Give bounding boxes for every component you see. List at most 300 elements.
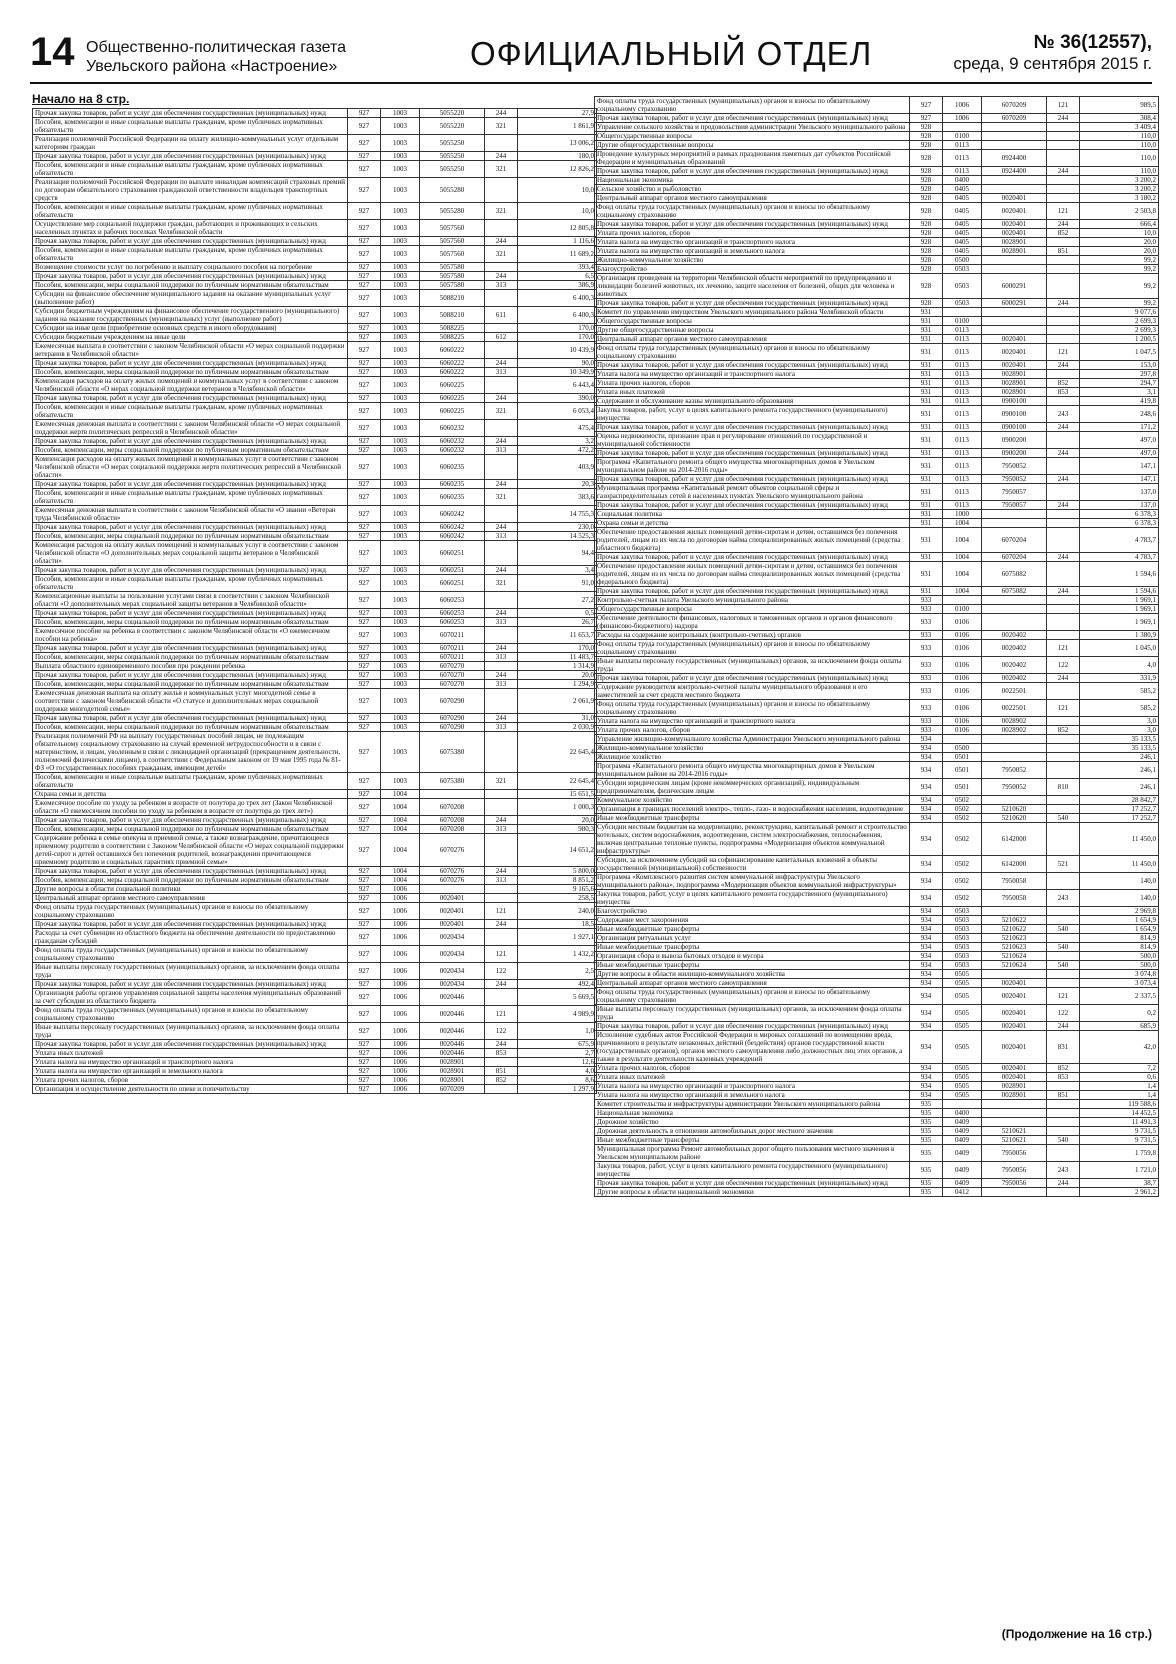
row-dept-code: 927	[348, 333, 381, 342]
row-section-code: 1004	[943, 528, 982, 553]
row-expense-type	[1047, 185, 1080, 194]
row-expense-type: 313	[485, 281, 518, 290]
row-dept-code: 927	[348, 178, 381, 203]
row-target-code: 0020401	[982, 1022, 1047, 1031]
row-dept-code: 927	[910, 114, 943, 123]
row-expense-type	[485, 592, 518, 609]
row-section-code: 0502	[943, 890, 982, 907]
table-row	[33, 359, 597, 368]
row-amount: 2 030,9	[518, 723, 597, 732]
row-dept-code: 927	[348, 307, 381, 324]
row-expense-type	[1047, 141, 1080, 150]
row-section-code: 1003	[381, 455, 420, 480]
row-amount: 110,0	[1080, 167, 1159, 176]
table-row	[33, 109, 597, 118]
row-dept-code: 927	[348, 1049, 381, 1058]
budget-table-right	[594, 96, 1159, 1197]
row-expense-type	[1047, 762, 1080, 779]
row-section-code: 1003	[381, 732, 420, 773]
row-amount: 393,4	[518, 263, 597, 272]
row-expense-type: 521	[1047, 856, 1080, 873]
row-dept-code: 931	[910, 432, 943, 449]
table-row	[33, 480, 597, 489]
row-target-code: 0900100	[982, 397, 1047, 406]
row-section-code: 1006	[943, 114, 982, 123]
row-dept-code: 927	[348, 1006, 381, 1023]
row-section-code: 0503	[943, 925, 982, 934]
row-dept-code: 933	[910, 657, 943, 674]
row-expense-type: 121	[485, 903, 518, 920]
row-expense-type: 321	[485, 489, 518, 506]
row-amount: 2,5	[518, 963, 597, 980]
row-section-code: 0409	[943, 1179, 982, 1188]
table-row	[595, 762, 1159, 779]
table-row	[33, 566, 597, 575]
row-dept-code: 933	[910, 614, 943, 631]
row-description: Прочая закупка товаров, работ и услуг для обеспечения государственных (муниципальных) нужд	[33, 867, 348, 876]
row-target-code: 7950057	[982, 484, 1047, 501]
table-row	[595, 397, 1159, 406]
row-target-code: 0020401	[982, 1073, 1047, 1082]
table-row	[33, 420, 597, 437]
row-description: Иные выплаты персоналу государственных (муниципальных) органов, за исключением фонда оплаты труда	[595, 657, 910, 674]
row-amount: 1 594,6	[1080, 587, 1159, 596]
row-amount: 0,6	[1080, 1073, 1159, 1082]
table-row	[595, 335, 1159, 344]
row-description: Реализация полномочий Российской Федерации по выплате инвалидам компенсаций страховых премий по договорам обязательного страхования гражданской ответственности владельцев транспортных средств	[33, 178, 348, 203]
row-amount: 137,0	[1080, 501, 1159, 510]
row-dept-code: 927	[348, 644, 381, 653]
row-target-code: 0020401	[982, 361, 1047, 370]
row-description: Муниципальная программа «Капитальный ремонт объектов социальной сферы и газораспределительных сетей в населенных пунктах Увельского муниципального района	[595, 484, 910, 501]
table-row	[33, 627, 597, 644]
row-target-code: 5057560	[420, 237, 485, 246]
table-row	[595, 167, 1159, 176]
row-expense-type: 244	[1047, 114, 1080, 123]
row-expense-type	[1047, 528, 1080, 553]
table-row	[33, 532, 597, 541]
row-amount: 14 525,3	[518, 532, 597, 541]
row-target-code	[982, 1118, 1047, 1127]
row-amount: 10 349,9	[518, 368, 597, 377]
row-expense-type: 313	[485, 618, 518, 627]
row-amount: 2,7	[518, 1049, 597, 1058]
row-description: Другие вопросы в области социальной политики	[33, 885, 348, 894]
row-expense-type: 244	[485, 714, 518, 723]
row-description: Другие общегосударственные вопросы	[595, 141, 910, 150]
row-description: Компенсация расходов на оплату жилых помещений и коммунальных услуг в соответствии с законом Челябинской области «О мерах социальной поддержки ветеранов в Челябинской области»	[33, 377, 348, 394]
row-expense-type: 612	[485, 333, 518, 342]
row-description: Прочая закупка товаров, работ и услуг для обеспечения государственных (муниципальных) нужд	[33, 109, 348, 118]
row-expense-type	[1047, 484, 1080, 501]
row-section-code: 0113	[943, 432, 982, 449]
row-section-code: 0505	[943, 970, 982, 979]
row-dept-code: 927	[348, 689, 381, 714]
row-expense-type: 244	[485, 566, 518, 575]
row-description: Благоустройство	[595, 907, 910, 916]
row-dept-code: 931	[910, 308, 943, 317]
row-target-code: 7950052	[982, 762, 1047, 779]
table-row	[33, 342, 597, 359]
row-amount: 675,9	[518, 1040, 597, 1049]
row-expense-type	[1047, 605, 1080, 614]
left-column	[32, 108, 594, 1094]
row-target-code: 0020401	[982, 194, 1047, 203]
table-row	[595, 361, 1159, 370]
row-amount: 230,0	[518, 523, 597, 532]
row-amount: 3,0	[1080, 726, 1159, 735]
row-target-code: 0020401	[982, 1005, 1047, 1022]
row-expense-type	[1047, 631, 1080, 640]
row-section-code: 0113	[943, 397, 982, 406]
row-description: Пособия, компенсации, меры социальной поддержки по публичным нормативным обязательствам	[33, 618, 348, 627]
table-row	[33, 1023, 597, 1040]
row-description: Закупка товаров, работ, услуг в целях капитального ремонта государственного (муниципального) имущества	[595, 406, 910, 423]
row-description: Пособия, компенсации, меры социальной поддержки по публичным нормативным обязательствам	[33, 446, 348, 455]
row-section-code	[943, 735, 982, 744]
table-row	[595, 344, 1159, 361]
row-description: Уплата прочих налогов, сборов	[595, 379, 910, 388]
row-section-code: 1003	[381, 680, 420, 689]
row-dept-code: 928	[910, 123, 943, 132]
row-description: Прочая закупка товаров, работ и услуг для обеспечения государственных (муниципальных) нужд	[33, 394, 348, 403]
row-expense-type	[1047, 176, 1080, 185]
row-dept-code: 927	[348, 489, 381, 506]
row-amount: 5 800,0	[518, 867, 597, 876]
table-row	[595, 961, 1159, 970]
row-target-code	[982, 519, 1047, 528]
row-section-code: 1003	[381, 403, 420, 420]
row-target-code	[982, 796, 1047, 805]
row-section-code: 0106	[943, 614, 982, 631]
row-description: Центральный аппарат органов местного самоуправления	[595, 194, 910, 203]
row-dept-code: 931	[910, 423, 943, 432]
issue-info	[953, 32, 1152, 74]
row-amount: 4,0	[518, 1067, 597, 1076]
row-section-code: 0505	[943, 1082, 982, 1091]
row-amount: 5 669,5	[518, 989, 597, 1006]
row-dept-code: 927	[348, 920, 381, 929]
row-dept-code: 934	[910, 925, 943, 934]
row-dept-code: 928	[910, 141, 943, 150]
row-section-code	[943, 123, 982, 132]
row-section-code: 0405	[943, 247, 982, 256]
row-expense-type	[1047, 952, 1080, 961]
row-target-code: 7950052	[982, 458, 1047, 475]
row-target-code: 0020434	[420, 946, 485, 963]
row-description: Прочая закупка товаров, работ и услуг для обеспечения государственных (муниципальных) нужд	[595, 1179, 910, 1188]
row-target-code: 0924400	[982, 167, 1047, 176]
row-description: Прочая закупка товаров, работ и услуг для обеспечения государственных (муниципальных) нужд	[33, 920, 348, 929]
row-description: Прочая закупка товаров, работ и услуг для обеспечения государственных (муниципальных) нужд	[33, 237, 348, 246]
row-section-code: 0113	[943, 379, 982, 388]
row-expense-type	[485, 506, 518, 523]
row-description: Содержание мест захоронения	[595, 916, 910, 925]
row-expense-type	[1047, 717, 1080, 726]
row-dept-code: 931	[910, 587, 943, 596]
row-expense-type: 244	[485, 394, 518, 403]
row-description: Субсидии местным бюджетам на модернизацию, реконструкцию, капитальный ремонт и строительство котельных, систем водоснабжения, водоотведения, систем электроснабжения, теплоснабжения, включая центральные тепловые пункты, подпрограмма «Модернизация объектов коммунальной инфраструктуры»	[595, 823, 910, 856]
row-amount: 0,2	[1080, 1005, 1159, 1022]
row-dept-code: 931	[910, 388, 943, 397]
row-section-code: 0405	[943, 185, 982, 194]
row-amount: 500,0	[1080, 952, 1159, 961]
table-row	[33, 1058, 597, 1067]
row-amount: 1 314,9	[518, 662, 597, 671]
row-dept-code: 927	[348, 575, 381, 592]
row-description: Общегосударственные вопросы	[595, 132, 910, 141]
row-dept-code: 927	[348, 592, 381, 609]
row-amount: 294,7	[1080, 379, 1159, 388]
row-description: Общегосударственные вопросы	[595, 605, 910, 614]
row-section-code: 1003	[381, 178, 420, 203]
row-description: Контрольно-счетная палата Увельского муниципального района	[595, 596, 910, 605]
table-row	[33, 816, 597, 825]
row-section-code: 1003	[381, 333, 420, 342]
row-description: Исполнение судебных актов Российской Федерации и мировых соглашений по возмещению вреда, причиненного в результате незаконных действий (бездействия) органов государственной власти (государственных органов), органов местного самоуправления либо должностных лиц этих органов, а также в результате деятельности казенных учреждений	[595, 1031, 910, 1064]
row-amount: 1 047,5	[1080, 344, 1159, 361]
table-row	[33, 1049, 597, 1058]
row-target-code: 5055220	[420, 109, 485, 118]
row-amount: 497,0	[1080, 449, 1159, 458]
row-target-code: 6060232	[420, 420, 485, 437]
row-description: Субсидии бюджетным учреждениям на финансовое обеспечение государственного (муниципального) задания на оказание государственных (муниципальных) услуг (выполнение работ)	[33, 307, 348, 324]
row-dept-code: 934	[910, 1073, 943, 1082]
row-amount: 38,7	[1080, 1179, 1159, 1188]
row-target-code: 6060253	[420, 592, 485, 609]
row-description: Жилищно-коммунальное хозяйство	[595, 256, 910, 265]
row-expense-type: 121	[1047, 988, 1080, 1005]
row-section-code: 1003	[381, 307, 420, 324]
row-description: Субсидии на иные цели (приобретение основных средств и иного оборудования)	[33, 324, 348, 333]
issue-date: среда, 9 сентября 2015 г.	[953, 54, 1152, 73]
row-target-code: 0022501	[982, 700, 1047, 717]
row-target-code: 6070290	[420, 714, 485, 723]
table-row	[33, 178, 597, 203]
row-amount: 390,0	[518, 394, 597, 403]
row-amount: 1 759,8	[1080, 1145, 1159, 1162]
row-target-code: 6070211	[420, 627, 485, 644]
row-target-code: 7950056	[982, 1162, 1047, 1179]
row-description: Обеспечение предоставления жилых помещений детям-сиротам и детям, оставшимся без попечения родителей, лицам из их числа по договорам найма специализированных жилых помещений (средства федерального бюджета)	[595, 562, 910, 587]
row-amount: 308,4	[1080, 114, 1159, 123]
row-expense-type	[485, 689, 518, 714]
row-expense-type: 122	[1047, 657, 1080, 674]
table-row	[33, 1067, 597, 1076]
row-target-code: 6070270	[420, 671, 485, 680]
row-target-code: 5055280	[420, 203, 485, 220]
table-row	[595, 185, 1159, 194]
row-target-code: 5057560	[420, 246, 485, 263]
row-target-code: 0020401	[982, 220, 1047, 229]
row-target-code	[982, 185, 1047, 194]
table-row	[595, 873, 1159, 890]
row-expense-type	[1047, 735, 1080, 744]
row-target-code	[982, 256, 1047, 265]
row-dept-code: 931	[910, 484, 943, 501]
row-description: Иные выплаты персоналу государственных (муниципальных) органов, за исключением фонда оплаты труда	[33, 963, 348, 980]
row-description: Обеспечение деятельности финансовых, налоговых и таможенных органов и органов финансового (финансово-бюджетного) надзора	[595, 614, 910, 631]
row-expense-type	[1047, 1188, 1080, 1197]
table-row	[33, 523, 597, 532]
row-section-code: 1003	[381, 523, 420, 532]
row-description: Фонд оплаты труда государственных (муниципальных) органов и взносы по обязательному социальному страхованию	[595, 988, 910, 1005]
row-description: Прочая закупка товаров, работ и услуг для обеспечения государственных (муниципальных) нужд	[33, 1040, 348, 1049]
table-row	[595, 596, 1159, 605]
row-expense-type: 852	[485, 1076, 518, 1085]
row-expense-type: 244	[485, 867, 518, 876]
row-target-code	[982, 970, 1047, 979]
row-description: Прочая закупка товаров, работ и услуг для обеспечения государственных (муниципальных) нужд	[33, 980, 348, 989]
row-dept-code: 933	[910, 726, 943, 735]
row-expense-type	[1047, 519, 1080, 528]
row-section-code: 1006	[381, 894, 420, 903]
row-dept-code: 928	[910, 176, 943, 185]
row-description: Национальная экономика	[595, 1109, 910, 1118]
row-expense-type	[485, 894, 518, 903]
row-description: Уплата налога на имущество организаций и земельного налога	[33, 1067, 348, 1076]
row-section-code: 1003	[381, 377, 420, 394]
row-target-code: 5055250	[420, 135, 485, 152]
row-section-code: 1003	[381, 489, 420, 506]
row-expense-type: 243	[1047, 890, 1080, 907]
row-description: Субсидии бюджетным учреждениям на иные цели	[33, 333, 348, 342]
table-row	[33, 377, 597, 394]
row-description: Прочая закупка товаров, работ и услуг для обеспечения государственных (муниципальных) нужд	[33, 437, 348, 446]
row-expense-type: 810	[1047, 779, 1080, 796]
row-description: Организация сбора и вывоза бытовых отходов и мусора	[595, 952, 910, 961]
table-row	[595, 744, 1159, 753]
row-target-code: 0020446	[420, 1040, 485, 1049]
row-description: Коммунальное хозяйство	[595, 796, 910, 805]
row-description: Прочая закупка товаров, работ и услуг для обеспечения государственных (муниципальных) нужд	[33, 816, 348, 825]
table-row	[33, 541, 597, 566]
table-row	[33, 1076, 597, 1085]
row-description: Иные межбюджетные трансферты	[595, 961, 910, 970]
row-expense-type: 313	[485, 446, 518, 455]
row-section-code: 1004	[381, 816, 420, 825]
row-target-code	[982, 308, 1047, 317]
row-amount: 666,4	[1080, 220, 1159, 229]
row-dept-code: 927	[348, 834, 381, 867]
row-expense-type: 244	[485, 980, 518, 989]
row-dept-code: 933	[910, 631, 943, 640]
row-expense-type: 243	[1047, 406, 1080, 423]
table-row	[595, 934, 1159, 943]
row-amount: 28 842,7	[1080, 796, 1159, 805]
row-description: Оценка недвижимости, признание прав и регулирование отношений по государственной и муниципальной собственности	[595, 432, 910, 449]
row-expense-type: 321	[485, 773, 518, 790]
row-dept-code: 927	[348, 714, 381, 723]
row-expense-type	[485, 929, 518, 946]
row-description: Ежемесячная денежная выплата в соответствии с законом Челябинской области «О мерах социальной поддержки жертв политических репрессий в Челябинской области»	[33, 420, 348, 437]
row-target-code: 7950056	[982, 1179, 1047, 1188]
table-row	[33, 963, 597, 980]
row-section-code: 1003	[381, 437, 420, 446]
table-row	[595, 1162, 1159, 1179]
table-row	[595, 814, 1159, 823]
row-target-code: 0020401	[420, 903, 485, 920]
table-row	[595, 605, 1159, 614]
row-expense-type: 244	[1047, 674, 1080, 683]
row-target-code	[982, 1188, 1047, 1197]
row-dept-code: 931	[910, 501, 943, 510]
row-target-code: 5088210	[420, 307, 485, 324]
row-dept-code: 927	[348, 203, 381, 220]
row-section-code: 0505	[943, 988, 982, 1005]
row-expense-type	[485, 790, 518, 799]
row-section-code: 1003	[381, 773, 420, 790]
row-dept-code: 927	[348, 825, 381, 834]
row-dept-code: 927	[348, 885, 381, 894]
row-dept-code: 927	[348, 1058, 381, 1067]
row-dept-code: 928	[910, 256, 943, 265]
table-row	[33, 680, 597, 689]
row-section-code: 0106	[943, 683, 982, 700]
row-amount: 26,7	[518, 618, 597, 627]
table-row	[595, 379, 1159, 388]
row-target-code: 6070208	[420, 816, 485, 825]
row-section-code: 0501	[943, 753, 982, 762]
row-target-code: 6070276	[420, 834, 485, 867]
row-description: Ежемесячная денежная выплата на оплату жилья и коммунальных услуг многодетной семье в соответствии с законом Челябинской области «О статусе и дополнительных мерах социальной поддержки многодетной семье»	[33, 689, 348, 714]
row-target-code: 6060251	[420, 541, 485, 566]
row-description: Фонд оплаты труда государственных (муниципальных) органов и взносы по обязательному социальному страхованию	[33, 1006, 348, 1023]
row-target-code: 6142000	[982, 856, 1047, 873]
table-row	[595, 406, 1159, 423]
table-row	[595, 265, 1159, 274]
row-description: Пособия, компенсации, меры социальной поддержки по публичным нормативным обязательствам	[33, 281, 348, 290]
row-expense-type: 851	[1047, 247, 1080, 256]
row-description: Расходы на содержание контрольных (контрольно-счетных) органов	[595, 631, 910, 640]
row-target-code: 0020402	[982, 674, 1047, 683]
row-amount: 1 594,6	[1080, 562, 1159, 587]
row-amount: 99,2	[1080, 256, 1159, 265]
row-section-code: 0409	[943, 1127, 982, 1136]
row-expense-type: 321	[485, 575, 518, 592]
row-expense-type	[1047, 596, 1080, 605]
row-amount: 248,6	[1080, 406, 1159, 423]
row-amount: 3,1	[1080, 388, 1159, 397]
table-row	[595, 1109, 1159, 1118]
row-section-code: 0400	[943, 176, 982, 185]
row-description: Иные межбюджетные трансферты	[595, 943, 910, 952]
row-expense-type	[485, 135, 518, 152]
row-amount: 12 805,8	[518, 220, 597, 237]
row-section-code: 1003	[381, 118, 420, 135]
row-description: Уплата иных платежей	[595, 1073, 910, 1082]
row-amount: 11 450,0	[1080, 823, 1159, 856]
table-row	[33, 135, 597, 152]
row-dept-code: 927	[348, 799, 381, 816]
row-dept-code: 927	[348, 653, 381, 662]
row-description: Пособия, компенсации, меры социальной поддержки по публичным нормативным обязательствам	[33, 368, 348, 377]
row-expense-type: 313	[485, 653, 518, 662]
row-target-code: 7950052	[982, 475, 1047, 484]
table-row	[595, 388, 1159, 397]
row-description: Прочая закупка товаров, работ и услуг для обеспечения государственных (муниципальных) нужд	[595, 114, 910, 123]
row-section-code: 0106	[943, 717, 982, 726]
row-section-code: 1004	[943, 553, 982, 562]
row-expense-type	[1047, 458, 1080, 475]
row-amount: 11 450,0	[1080, 856, 1159, 873]
row-section-code: 0113	[943, 475, 982, 484]
row-dept-code: 927	[348, 1040, 381, 1049]
row-target-code: 5210621	[982, 1127, 1047, 1136]
row-section-code: 0106	[943, 700, 982, 717]
row-amount: 497,0	[1080, 432, 1159, 449]
row-section-code	[943, 596, 982, 605]
